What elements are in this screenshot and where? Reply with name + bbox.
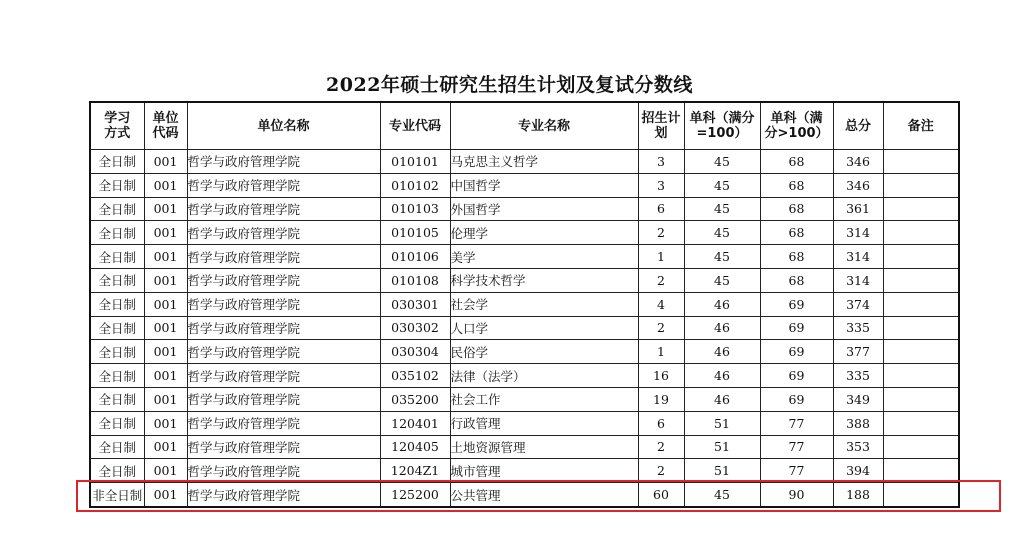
table-row: [90, 411, 959, 435]
cell-single-gt100: 68: [760, 268, 833, 292]
cell-total: 346: [833, 173, 883, 197]
cell-unit-name: 哲学与政府管理学院: [187, 173, 380, 197]
cell-major-name: 公共管理: [450, 483, 638, 507]
cell-remark: [883, 221, 959, 245]
cell-unit-code: 001: [144, 483, 187, 507]
cell-unit-code: 001: [144, 459, 187, 483]
cell-single-gt100: 77: [760, 435, 833, 459]
cell-single-gt100: 68: [760, 150, 833, 174]
cell-single-100: 45: [684, 150, 760, 174]
cell-major-code: 125200: [380, 483, 450, 507]
cell-unit-code: 001: [144, 411, 187, 435]
table-row: [90, 387, 959, 411]
cell-total: 388: [833, 411, 883, 435]
cell-major-code: 1204Z1: [380, 459, 450, 483]
cell-major-name: 城市管理: [450, 459, 638, 483]
cell-single-100: 45: [684, 245, 760, 269]
cell-mode: 全日制: [90, 245, 144, 269]
cell-unit-name: 哲学与政府管理学院: [187, 459, 380, 483]
cell-plan: 1: [638, 340, 684, 364]
cell-unit-code: 001: [144, 245, 187, 269]
cell-total: 314: [833, 221, 883, 245]
cell-mode: 全日制: [90, 459, 144, 483]
cell-major-code: 120405: [380, 435, 450, 459]
cell-unit-code: 001: [144, 221, 187, 245]
cell-total: 361: [833, 197, 883, 221]
cell-total: 377: [833, 340, 883, 364]
cell-remark: [883, 245, 959, 269]
cell-single-gt100: 69: [760, 316, 833, 340]
table-row: [90, 268, 959, 292]
cell-single-100: 45: [684, 173, 760, 197]
cell-single-100: 45: [684, 268, 760, 292]
cell-single-gt100: 68: [760, 197, 833, 221]
cell-mode: 全日制: [90, 268, 144, 292]
cell-single-100: 45: [684, 197, 760, 221]
cell-major-name: 法律（法学）: [450, 364, 638, 388]
cell-unit-name: 哲学与政府管理学院: [187, 221, 380, 245]
cell-unit-name: 哲学与政府管理学院: [187, 245, 380, 269]
cell-plan: 2: [638, 221, 684, 245]
cell-total: 374: [833, 292, 883, 316]
cell-major-code: 035200: [380, 387, 450, 411]
cell-unit-name: 哲学与政府管理学院: [187, 340, 380, 364]
cell-total: 314: [833, 268, 883, 292]
cell-major-name: 伦理学: [450, 221, 638, 245]
cell-remark: [883, 292, 959, 316]
cell-single-100: 45: [684, 221, 760, 245]
cell-unit-name: 哲学与政府管理学院: [187, 316, 380, 340]
table-header-row: [90, 102, 959, 150]
cell-single-100: 46: [684, 340, 760, 364]
table-row: [90, 435, 959, 459]
cell-unit-name: 哲学与政府管理学院: [187, 292, 380, 316]
cell-mode: 非全日制: [90, 483, 144, 507]
cell-mode: 全日制: [90, 316, 144, 340]
cell-plan: 3: [638, 173, 684, 197]
cell-remark: [883, 150, 959, 174]
cell-mode: 全日制: [90, 387, 144, 411]
cell-remark: [883, 316, 959, 340]
cell-single-gt100: 77: [760, 411, 833, 435]
cell-major-name: 社会学: [450, 292, 638, 316]
cell-single-100: 51: [684, 411, 760, 435]
cell-mode: 全日制: [90, 173, 144, 197]
cell-single-gt100: 68: [760, 173, 833, 197]
header-major-code: 专业代码: [380, 102, 450, 150]
cell-single-gt100: 68: [760, 221, 833, 245]
cell-plan: 3: [638, 150, 684, 174]
cell-plan: 19: [638, 387, 684, 411]
table-row: [90, 245, 959, 269]
cell-single-gt100: 69: [760, 340, 833, 364]
header-total: 总分: [833, 102, 883, 150]
cell-remark: [883, 459, 959, 483]
cell-total: 188: [833, 483, 883, 507]
cell-plan: 6: [638, 197, 684, 221]
header-mode: 学习方式: [90, 102, 144, 150]
cell-single-100: 46: [684, 364, 760, 388]
cell-major-name: 马克思主义哲学: [450, 150, 638, 174]
cell-major-name: 土地资源管理: [450, 435, 638, 459]
cell-plan: 60: [638, 483, 684, 507]
cell-plan: 2: [638, 268, 684, 292]
cell-unit-name: 哲学与政府管理学院: [187, 364, 380, 388]
cell-total: 349: [833, 387, 883, 411]
cell-unit-code: 001: [144, 150, 187, 174]
cell-major-code: 010105: [380, 221, 450, 245]
cell-plan: 4: [638, 292, 684, 316]
cell-unit-name: 哲学与政府管理学院: [187, 268, 380, 292]
cell-single-100: 46: [684, 316, 760, 340]
cell-total: 353: [833, 435, 883, 459]
cell-remark: [883, 173, 959, 197]
table-row: [90, 292, 959, 316]
cell-mode: 全日制: [90, 340, 144, 364]
cell-remark: [883, 197, 959, 221]
table-row: [90, 340, 959, 364]
header-single-100: 单科（满分=100）: [684, 102, 760, 150]
cell-major-name: 民俗学: [450, 340, 638, 364]
cell-major-name: 美学: [450, 245, 638, 269]
cell-remark: [883, 268, 959, 292]
cell-single-100: 51: [684, 459, 760, 483]
cell-plan: 16: [638, 364, 684, 388]
table-row: [90, 221, 959, 245]
page-title: 2022年硕士研究生招生计划及复试分数线: [326, 74, 693, 96]
cell-unit-name: 哲学与政府管理学院: [187, 150, 380, 174]
cell-plan: 2: [638, 459, 684, 483]
table-row: [90, 197, 959, 221]
header-single-gt100: 单科（满分>100）: [760, 102, 833, 150]
cell-unit-code: 001: [144, 387, 187, 411]
cell-major-code: 010106: [380, 245, 450, 269]
cell-unit-name: 哲学与政府管理学院: [187, 411, 380, 435]
cell-unit-code: 001: [144, 364, 187, 388]
cell-single-100: 45: [684, 483, 760, 507]
cell-single-100: 46: [684, 387, 760, 411]
cell-unit-code: 001: [144, 340, 187, 364]
header-major-name: 专业名称: [450, 102, 638, 150]
header-unit-code: 单位代码: [144, 102, 187, 150]
table-row: [90, 173, 959, 197]
table-row: [90, 483, 959, 507]
cell-unit-code: 001: [144, 173, 187, 197]
cell-single-gt100: 69: [760, 387, 833, 411]
table-row: [90, 364, 959, 388]
cell-single-gt100: 68: [760, 245, 833, 269]
cell-unit-code: 001: [144, 197, 187, 221]
cell-total: 346: [833, 150, 883, 174]
cell-plan: 6: [638, 411, 684, 435]
cell-major-code: 030302: [380, 316, 450, 340]
cell-single-gt100: 69: [760, 292, 833, 316]
cell-plan: 1: [638, 245, 684, 269]
cell-unit-code: 001: [144, 268, 187, 292]
cell-major-code: 010103: [380, 197, 450, 221]
cell-major-code: 010108: [380, 268, 450, 292]
header-unit-name: 单位名称: [187, 102, 380, 150]
admission-table: [89, 101, 960, 508]
cell-unit-name: 哲学与政府管理学院: [187, 387, 380, 411]
cell-single-gt100: 77: [760, 459, 833, 483]
cell-major-name: 外国哲学: [450, 197, 638, 221]
cell-total: 394: [833, 459, 883, 483]
cell-mode: 全日制: [90, 150, 144, 174]
cell-plan: 2: [638, 435, 684, 459]
cell-unit-name: 哲学与政府管理学院: [187, 197, 380, 221]
cell-mode: 全日制: [90, 435, 144, 459]
cell-major-code: 030304: [380, 340, 450, 364]
cell-total: 335: [833, 364, 883, 388]
header-remark: 备注: [883, 102, 959, 150]
cell-mode: 全日制: [90, 197, 144, 221]
table-row: [90, 150, 959, 174]
cell-major-code: 120401: [380, 411, 450, 435]
cell-major-name: 社会工作: [450, 387, 638, 411]
cell-mode: 全日制: [90, 221, 144, 245]
cell-remark: [883, 483, 959, 507]
cell-major-code: 035102: [380, 364, 450, 388]
cell-major-name: 人口学: [450, 316, 638, 340]
header-plan: 招生计划: [638, 102, 684, 150]
cell-mode: 全日制: [90, 292, 144, 316]
cell-unit-name: 哲学与政府管理学院: [187, 435, 380, 459]
cell-total: 314: [833, 245, 883, 269]
cell-major-name: 科学技术哲学: [450, 268, 638, 292]
cell-major-code: 010101: [380, 150, 450, 174]
cell-unit-code: 001: [144, 292, 187, 316]
cell-remark: [883, 364, 959, 388]
cell-remark: [883, 340, 959, 364]
cell-major-code: 030301: [380, 292, 450, 316]
cell-unit-name: 哲学与政府管理学院: [187, 483, 380, 507]
cell-single-gt100: 90: [760, 483, 833, 507]
cell-plan: 2: [638, 316, 684, 340]
table-row: [90, 459, 959, 483]
cell-mode: 全日制: [90, 411, 144, 435]
cell-single-100: 51: [684, 435, 760, 459]
cell-mode: 全日制: [90, 364, 144, 388]
cell-major-name: 行政管理: [450, 411, 638, 435]
cell-unit-code: 001: [144, 316, 187, 340]
cell-single-gt100: 69: [760, 364, 833, 388]
cell-remark: [883, 387, 959, 411]
cell-total: 335: [833, 316, 883, 340]
cell-remark: [883, 411, 959, 435]
cell-major-name: 中国哲学: [450, 173, 638, 197]
cell-major-code: 010102: [380, 173, 450, 197]
table-row: [90, 316, 959, 340]
cell-unit-code: 001: [144, 435, 187, 459]
cell-single-100: 46: [684, 292, 760, 316]
cell-remark: [883, 435, 959, 459]
